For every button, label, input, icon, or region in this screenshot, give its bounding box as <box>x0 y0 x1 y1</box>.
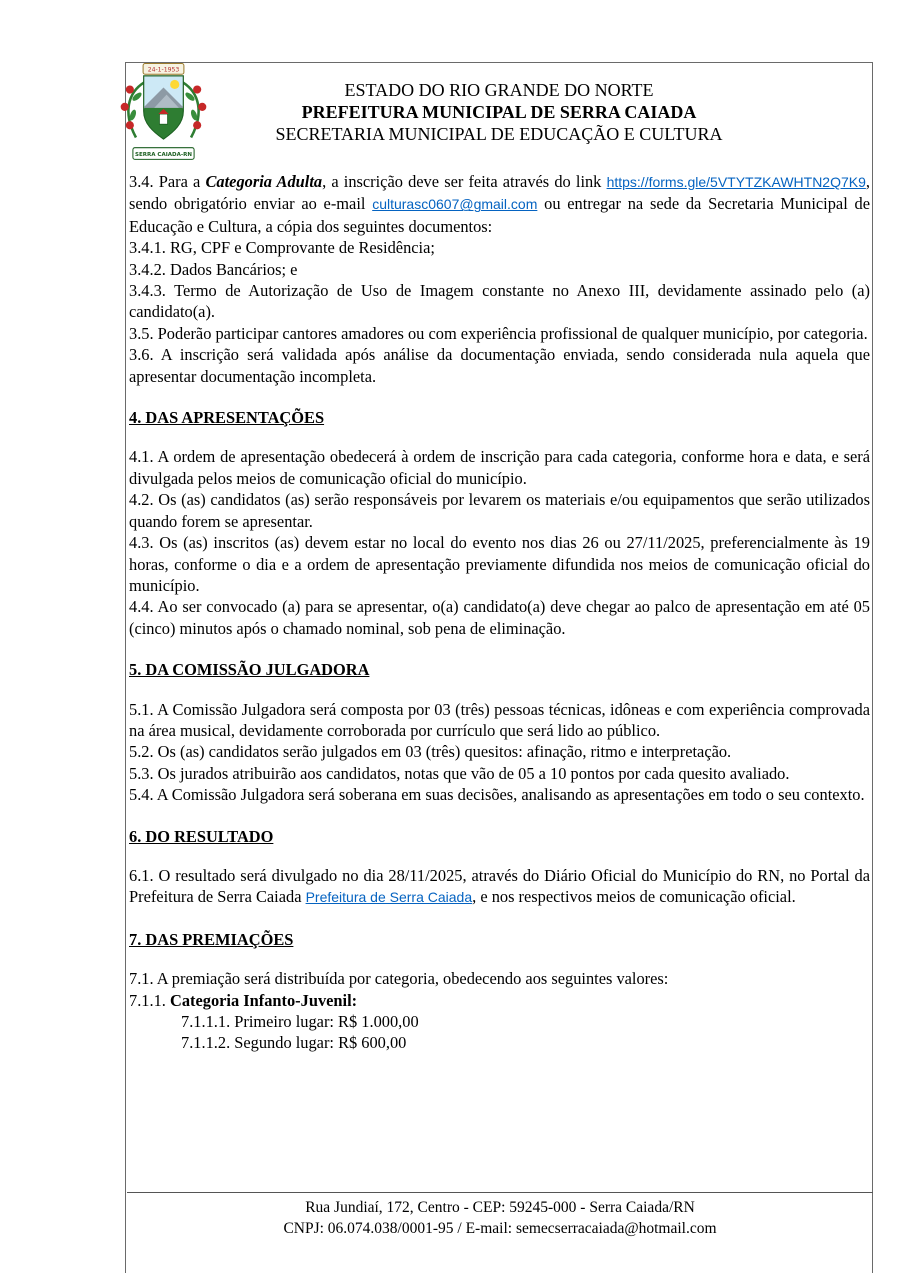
section-heading-7 <box>129 929 870 950</box>
text-run: 5.3. Os jurados atribuirão aos candidatos, notas que vão de 05 a 10 pontos por cada quesito avaliado. <box>129 763 790 783</box>
text-run: Categoria Infanto-Juvenil: <box>169 990 358 1010</box>
section-heading-4 <box>129 407 870 428</box>
paragraph-3-4 <box>129 171 870 237</box>
hyperlink[interactable]: Prefeitura de Serra Caiada <box>305 889 473 906</box>
paragraph-3-4-2 <box>129 259 870 280</box>
logo-date-text: 24-1-1953 <box>147 66 180 74</box>
paragraph-4-4 <box>129 596 870 639</box>
text-run: , e nos respectivos meios de comunicação oficial. <box>472 887 796 907</box>
text-run: ou entregar na sede da Secretaria Municipal de Educação e Cultura, a cópia dos seguintes documentos: <box>129 194 870 236</box>
text-run: , sendo obrigatório enviar ao e-mail <box>129 172 870 214</box>
paragraph-5-1 <box>129 699 870 742</box>
hyperlink[interactable]: culturasc0607@gmail.com <box>372 196 538 213</box>
paragraph-7-1-1 <box>129 990 870 1011</box>
paragraph-3-4-1 <box>129 237 870 258</box>
text-run: , a inscrição deve ser feita através do link <box>322 172 607 191</box>
text-run: 4.3. Os (as) inscritos (as) devem estar no local do evento nos dias 26 ou 27/11/2025, preferencialmente às 19 horas, conforme o dia e a ordem de apresentação previamente difundida nos meios de comunicação oficial do município. <box>129 533 870 595</box>
paragraph-3-6 <box>129 344 870 387</box>
paragraph-3-5 <box>129 323 870 344</box>
section-heading-5 <box>129 659 870 680</box>
text-run: 4.2. Os (as) candidatos (as) serão responsáveis por levarem os materiais e/ou equipamentos que serão utilizados quando forem se apresentar. <box>129 490 870 531</box>
document-body <box>129 171 870 1054</box>
paragraph-4-3 <box>129 532 870 596</box>
text-run: 5.1. A Comissão Julgadora será composta por 03 (três) pessoas técnicas, idôneas e com experiência comprovada na área musical, devidamente corroborada por currículo que será lido ao público. <box>129 699 870 740</box>
section-heading-text: 6. DO RESULTADO <box>129 826 274 846</box>
paragraph-7-1-1-1 <box>129 1011 870 1032</box>
text-run: 3.4.2. Dados Bancários; e <box>129 259 298 279</box>
paragraph-5-4 <box>129 784 870 805</box>
header-municipality-line: PREFEITURA MUNICIPAL DE SERRA CAIADA <box>301 102 697 122</box>
text-run: 4.4. Ao ser convocado (a) para se apresentar, o(a) candidato(a) deve chegar ao palco de apresentação em até 05 (cinco) minutos após o chamado nominal, sob pena de eliminação. <box>129 597 870 638</box>
document-footer <box>127 1192 873 1239</box>
paragraph-5-3 <box>129 763 870 784</box>
text-run: 3.4. Para a <box>129 172 206 191</box>
text-run: 3.4.3. Termo de Autorização de Uso de Imagem constante no Anexo III, devidamente assinado pelo (a) candidato(a). <box>129 281 870 322</box>
paragraph-5-2 <box>129 741 870 762</box>
footer-address-line: Rua Jundiaí, 172, Centro - CEP: 59245-000 - Serra Caiada/RN <box>305 1199 695 1216</box>
text-run: 4.1. A ordem de apresentação obedecerá à ordem de inscrição para cada categoria, conforme hora e data, e será divulgada pelos meios de comunicação oficial do município. <box>129 447 870 488</box>
logo-name-text: SERRA CAIADA-RN <box>135 152 192 159</box>
text-run: 3.6. A inscrição será validada após análise da documentação enviada, sendo considerada nula aquela que apresentar documentação incompleta. <box>129 345 870 386</box>
footer-cnpj-line: CNPJ: 06.074.038/0001-95 / E-mail: semecserracaiada@hotmail.com <box>283 1220 717 1237</box>
paragraph-4-1 <box>129 446 870 489</box>
text-run: 3.5. Poderão participar cantores amadores ou com experiência profissional de qualquer município, por categoria. <box>129 323 868 343</box>
paragraph-7-1-1-2 <box>129 1032 870 1053</box>
text-run: 7.1.1. <box>129 990 170 1010</box>
paragraph-6-1 <box>129 865 870 909</box>
text-run: 5.4. A Comissão Julgadora será soberana em suas decisões, analisando as apresentações em todo o seu contexto. <box>129 785 865 805</box>
paragraph-4-2 <box>129 489 870 532</box>
section-heading-text: 5. DA COMISSÃO JULGADORA <box>129 660 370 680</box>
section-heading-text: 7. DAS PREMIAÇÕES <box>129 929 294 949</box>
document-header <box>125 79 873 145</box>
header-department-line: SECRETARIA MUNICIPAL DE EDUCAÇÃO E CULTURA <box>275 124 723 144</box>
text-run: 7.1.1.2. Segundo lugar: R$ 600,00 <box>181 1033 407 1053</box>
text-run: 3.4.1. RG, CPF e Comprovante de Residência; <box>129 238 435 258</box>
paragraph-7-1 <box>129 968 870 989</box>
section-heading-text: 4. DAS APRESENTAÇÕES <box>129 408 325 428</box>
text-run: 6.1. O resultado será divulgado no dia 28/11/2025, através do Diário Oficial do Município do RN, no Portal da Prefeitura de Serra Caiada <box>129 865 870 907</box>
paragraph-3-4-3 <box>129 280 870 323</box>
text-run: 7.1.1.1. Primeiro lugar: R$ 1.000,00 <box>181 1012 419 1031</box>
section-heading-6 <box>129 826 870 847</box>
text-run: 7.1. A premiação será distribuída por categoria, obedecendo aos seguintes valores: <box>129 969 669 989</box>
text-run: Categoria Adulta <box>205 172 323 191</box>
header-state-line: ESTADO DO RIO GRANDE DO NORTE <box>344 80 654 100</box>
text-run: 5.2. Os (as) candidatos serão julgados em 03 (três) quesitos: afinação, ritmo e interpretação. <box>129 742 732 762</box>
hyperlink[interactable]: https://forms.gle/5VTYTZKAWHTN2Q7K9 <box>606 174 866 190</box>
